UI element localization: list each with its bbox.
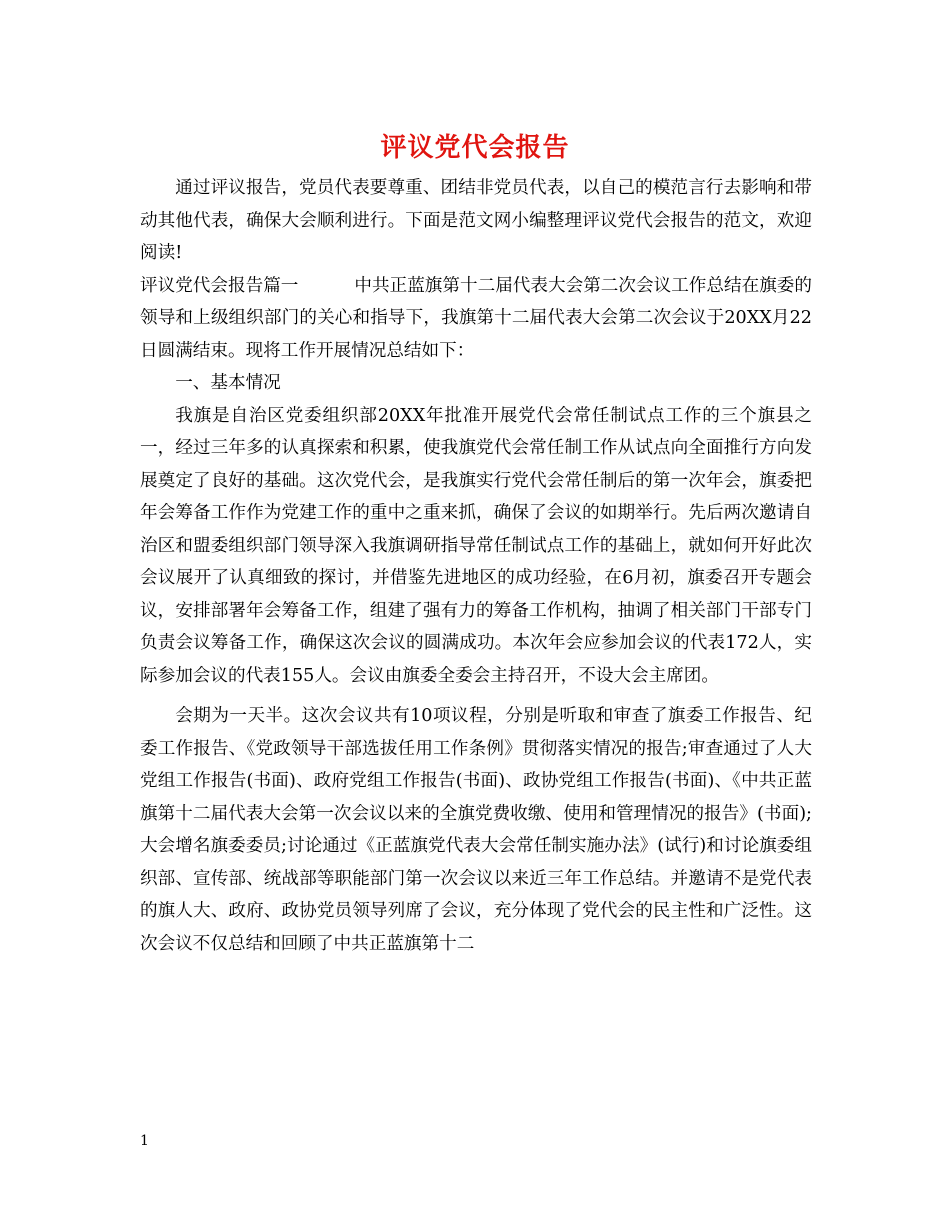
section-heading: 评议党代会报告篇一 — [140, 275, 299, 296]
document-title: 评议党代会报告 — [380, 133, 570, 163]
body-paragraph-2: 会期为一天半。这次会议共有10项议程，分别是听取和审查了旗委工作报告、纪委工作报告、《党政领导干部选拔任用工作条例》贯彻落实情况的报告;审查通过了人大党组工作报告(书面)、政府党组工作报告(书面)、政协党组工作报告(书面)、《中共正蓝旗第十二届代表大会第一次会议以来的全旗党费收缴、使用和管理情况的报告》(书面);大会增名旗委委员;讨论通过《正蓝旗党代表大会常任制实施办法》(试行)和讨论旗委组织部、宣传部、统战部等职能部门第一次会议以来近三年工作总结。并邀请不是党代表的旗人大、政府、政协党员领导列席了会议，充分体现了党代会的民主性和广泛性。这次会议不仅总结和回顾了中共正蓝旗第十二 — [140, 706, 812, 954]
page-number: 1 — [140, 1133, 149, 1149]
intro-paragraph: 通过评议报告，党员代表要尊重、团结非党员代表，以自己的模范言行去影响和带动其他代表，确保大会顺利进行。下面是范文网小编整理评议党代会报告的范文，欢迎阅读! — [140, 178, 812, 263]
body-paragraph-1: 我旗是自治区党委组织部20XX年批准开展党代会常任制试点工作的三个旗县之一，经过三年多的认真探索和积累，使我旗党代会常任制工作从试点向全面推行方向发展奠定了良好的基础。这次党代会，是我旗实行党代会常任制后的第一次年会，旗委把年会筹备工作作为党建工作的重中之重来抓，确保了会议的如期举行。先后两次邀请自治区和盟委组织部门领导深入我旗调研指导常任制试点工作的基础上，就如何开好此次会议展开了认真细致的探讨，并借鉴先进地区的成功经验，在6月初，旗委召开专题会议，安排部署年会筹备工作，组建了强有力的筹备工作机构，抽调了相关部门干部专门负责会议筹备工作，确保这次会议的圆满成功。本次年会应参加会议的代表172人，实际参加会议的代表155人。会议由旗委全委会主持召开，不设大会主席团。 — [140, 405, 812, 686]
document-body — [140, 172, 812, 960]
section-paragraph — [140, 270, 812, 368]
section-lead-text: 中共正蓝旗第十二届代表大会第二次会议工作总结在旗委的领导和上级组织部门的关心和指导下，我旗第十二届代表大会第二次会议于20XX月22日圆满结束。现将工作开展情况总结如下： — [140, 275, 812, 361]
subheading-basic-situation: 一、基本情况 — [175, 373, 281, 393]
